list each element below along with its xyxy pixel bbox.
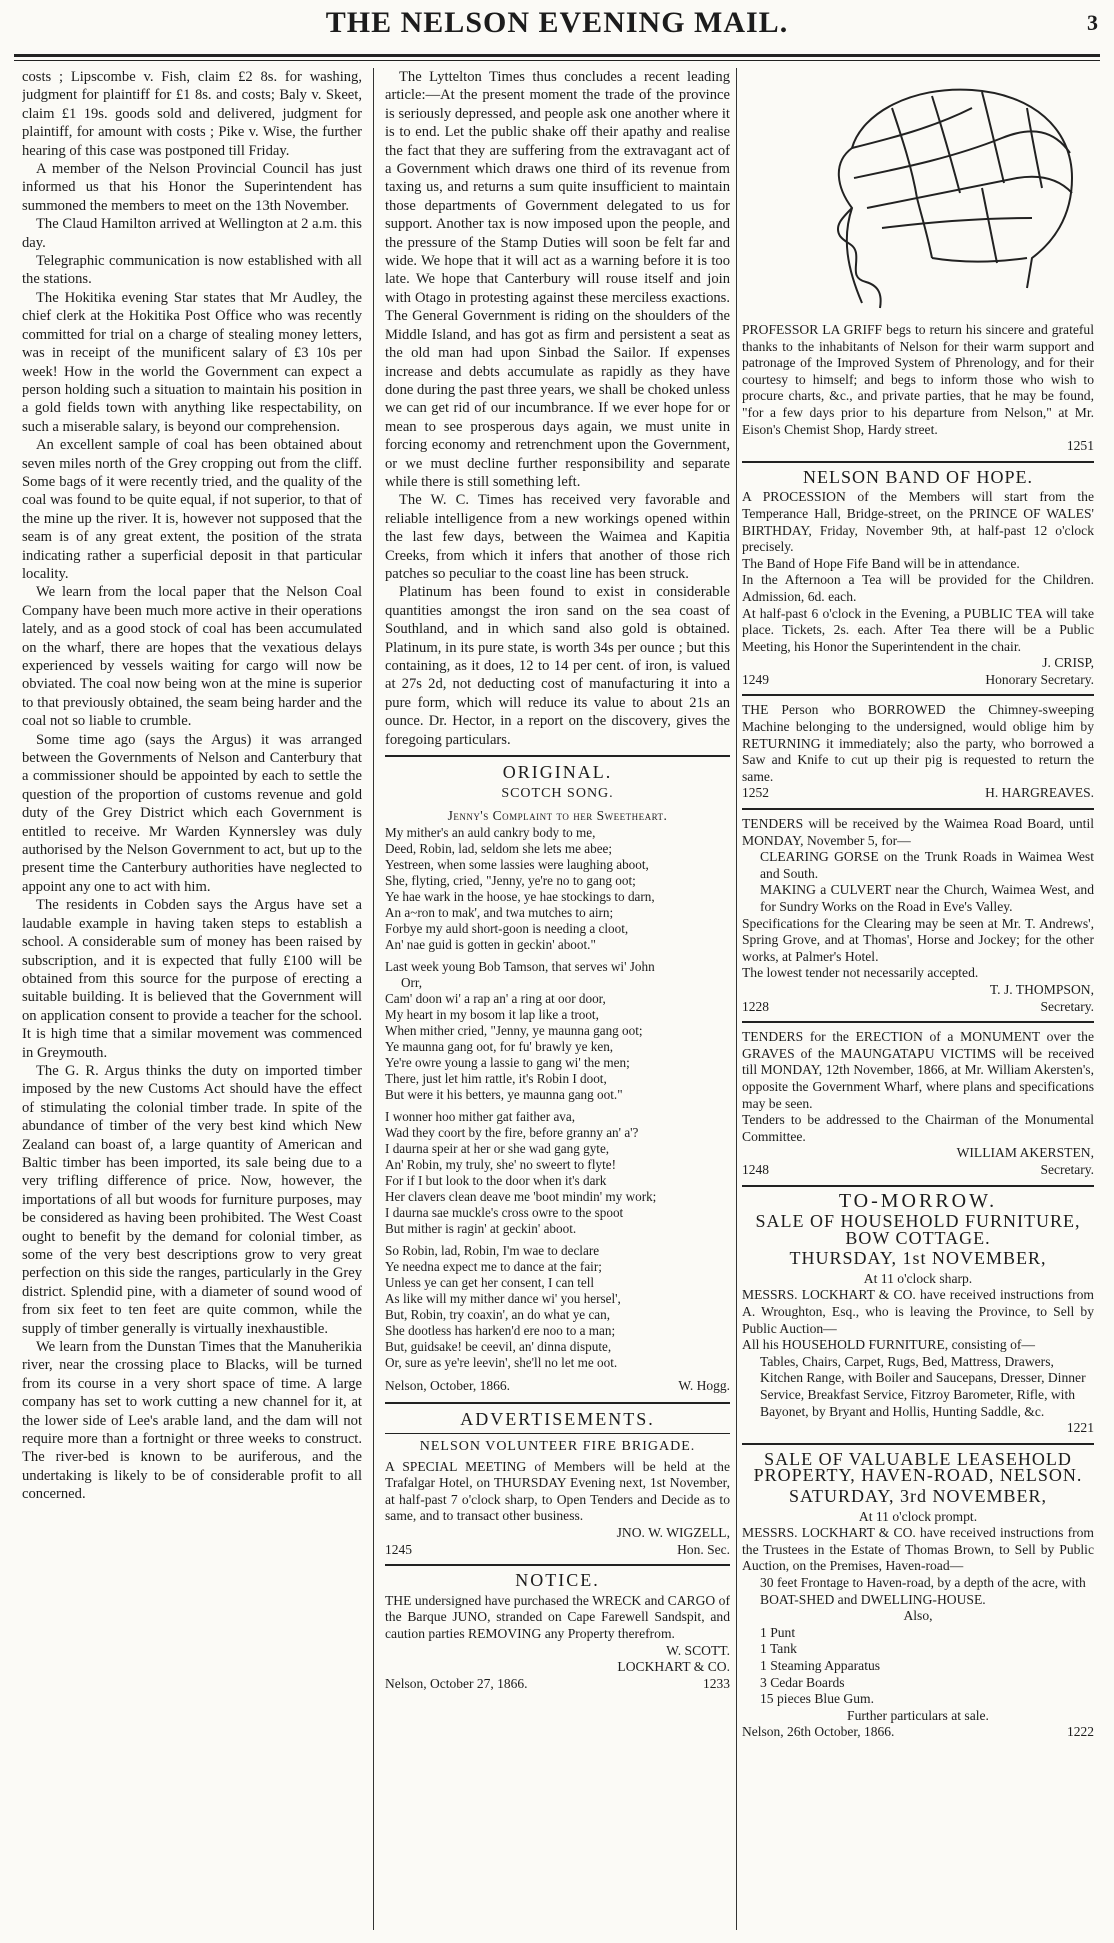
band-of-hope-p3: In the Afternoon a Tea will be provided for the Children. Admission, 6d. each.: [742, 572, 1094, 604]
road-tenders-item: CLEARING GORSE on the Trunk Roads in Waimea West and South.: [760, 849, 1094, 881]
article-paragraph: The Claud Hamilton arrived at Wellington at 2 a.m. this day.: [22, 216, 362, 251]
poem-line: Wad they coort by the fire, before granny an' a'?: [385, 1125, 639, 1141]
poem-line: She dootless has harken'd ere noo to a man;: [385, 1323, 616, 1339]
band-of-hope-p4: At half-past 6 o'clock in the Evening, a PUBLIC TEA will take place. Tickets, 2s. each. After Tea there will be a Public Meeting, his Honor the Superintendent in the chair.: [742, 605, 1094, 654]
band-of-hope-heading: NELSON BAND OF HOPE.: [802, 466, 1033, 487]
notice-signer-2: LOCKHART & CO.: [617, 1659, 730, 1675]
monument-ad: [742, 1029, 1094, 1178]
article-paragraph: costs ; Lipscombe v. Fish, claim £2 8s. for washing, judgment for plaintiff for £1 8s. and costs; Baly v. Skeet, claim £1 19s. goods sold and delivered, judgment for plaintiff, for amount with costs ; Pike v. Wise, the further hearing of this case was postponed till Friday.: [22, 69, 362, 159]
sale-item: 1 Tank: [760, 1641, 797, 1657]
poem-stanza: [385, 1243, 730, 1371]
page-number: 3: [1087, 10, 1098, 35]
poem-stanza: [385, 825, 730, 953]
poem-line: My mither's an auld cankry body to me,: [385, 825, 596, 841]
article-paragraph: Some time ago (says the Argus) it was arranged between the Governments of Nelson and Canterbury that a commissioner should be appointed by each to settle the question of the proportion of customs revenue and gold duty of the Grey District which each Government is entitled to receive. Mr Warden Kynnersley was duly authorised by the Nelson Government to act, but up to the present time the Canterbury authorities have neglected to appoint any one to act with him.: [22, 731, 362, 895]
poem-line: When mither cried, "Jenny, ye maunna gang oot;: [385, 1023, 643, 1039]
masthead-title: THE NELSON EVENING MAIL.: [325, 6, 789, 39]
article-paragraph: Telegraphic communication is now established with all the stations.: [22, 253, 362, 288]
poem-line: Orr,: [401, 975, 423, 991]
leasehold-sale-also: Also,: [903, 1608, 933, 1624]
band-of-hope-signer: J. CRISP,: [1042, 655, 1094, 671]
ad-number: 1251: [1066, 438, 1094, 454]
ad-number: 1245: [385, 1541, 412, 1557]
furniture-sale-heading: SALE OF HOUSEHOLD FURNITURE, BOW COTTAGE.: [755, 1211, 1081, 1248]
leasehold-sale-ad: [742, 1448, 1094, 1741]
poem-line: An a~ron to mak', and twa mutches to airn;: [385, 905, 614, 921]
phrenology-head-illustration: [742, 68, 1094, 318]
song-subtitle: Jenny's Complaint to her Sweetheart.: [447, 807, 668, 823]
ad-number: 1252: [742, 785, 769, 801]
poem-line: She, flyting, cried, "Jenny, ye're no to gang oot;: [385, 873, 636, 889]
poem-line: I wonner hoo mither gat faither ava,: [385, 1109, 576, 1125]
poem-line: I daurna sae muckle's cross owre to the spoot: [385, 1205, 624, 1221]
article-paragraph: An excellent sample of coal has been obtained about seven miles north of the Grey cropping out from the cliff. Some bags of it were recently tried, and the quality of the coal was found to be quite equal, if not superior, to that of the mine up the river. It is, however not supposed that the seam is of any great extent, the position of the strata indicating rather a superficial deposit in that particular locality.: [22, 437, 362, 582]
tomorrow-heading: TO-MORROW.: [838, 1189, 998, 1212]
poem-line: Unless ye can get her consent, I can tell: [385, 1275, 595, 1291]
furniture-sale-body: MESSRS. LOCKHART & CO. have received instructions from A. Wroughton, Esq., who is leaving the Province, to Sell by Public Auction—: [742, 1287, 1094, 1336]
sale-item: 1 Steaming Apparatus: [760, 1657, 881, 1673]
article-paragraph: The G. R. Argus thinks the duty on imported timber imposed by the new Customs Act should have the effect of stimulating the colonial timber trade. In spite of the abundance of timber of the very best kind which New Zealand can boast of, a large quantity of American and Baltic timber has been imported, its sale being due to a very trifling difference of price. Now, however, the importations of all but woods for furniture purposes, may be considered as having been prohibited. The West Coast ought to benefit by the demand for colonial timber, as some of the very best descriptions grow to very great perfection on this side the ranges, particularly in the Grey district. Splendid pine, with a diameter of sound wood of from six feet to ten feet are quite common, while the supply of timber generally is virtually inexhaustible.: [22, 1062, 362, 1337]
notice-signer-1: W. SCOTT.: [666, 1642, 730, 1658]
column-3: [742, 68, 1094, 1930]
ad-number: 1222: [1067, 1724, 1094, 1740]
monument-body: TENDERS for the ERECTION of a MONUMENT over the GRAVES of the MAUNGATAPU VICTIMS will be received till MONDAY, 12th November, 1866, at Mr. William Akersten's, opposite the Government Wharf, where plans and specifications may be seen.: [742, 1029, 1094, 1111]
furniture-sale-time: At 11 o'clock sharp.: [863, 1270, 973, 1286]
original-heading: ORIGINAL.: [502, 762, 613, 783]
band-of-hope-p2: The Band of Hope Fife Band will be in attendance.: [742, 555, 1020, 571]
road-tenders-item: MAKING a CULVERT near the Church, Waimea West, and for Sundry Works on the Road in Eve's Valley.: [760, 882, 1094, 914]
road-tenders-body: TENDERS will be received by the Waimea Road Board, until MONDAY, November 5, for—: [742, 816, 1094, 848]
section-rule: [385, 1433, 730, 1434]
column-divider: [736, 68, 737, 1930]
poem-line: Cam' doon wi' a rap an' a ring at oor door,: [385, 991, 606, 1007]
section-rule: [742, 1021, 1094, 1023]
road-tenders-spec: Specifications for the Clearing may be seen at Mr. T. Andrews', Spring Grove, and at Thomas', Horse and Jockey; for the other works, at Palmer's Hotel.: [742, 915, 1094, 964]
article-paragraph: The W. C. Times has received very favorable and reliable intelligence from a new workings opened within the last few days, between the Waimea and Kapitia Creeks, from which it infers that another of those rich patches so peculiar to the coast line has been struck.: [385, 492, 730, 582]
section-rule: [742, 1185, 1094, 1187]
signer-role: Secretary.: [1040, 1161, 1094, 1177]
ad-number: 1249: [742, 671, 769, 687]
column-2: [385, 68, 730, 1930]
fire-brigade-body: A SPECIAL MEETING of Members will be held at the Trafalgar Hotel, on THURSDAY Evening next, 1st November, at half-past 7 o'clock sharp, to Open Tenders and Decide as to same, and to transact other business.: [385, 1458, 730, 1524]
chimney-body: THE Person who BORROWED the Chimney-sweeping Machine belonging to the undersigned, would oblige him by RETURNING it immediately; also the party, who borrowed a Saw and Knife to cut up their pig is requested to return the same.: [742, 702, 1094, 784]
section-rule: [742, 461, 1094, 463]
furniture-sale-items: Tables, Chairs, Carpet, Rugs, Bed, Mattress, Drawers, Kitchen Range, with Boiler and Saucepans, Dresser, Dinner Service, Breakfast Service, Fitzroy Barometer, Rifle, with Bayonet, by Bryant and Hollis, Hunting Saddle, &c.: [760, 1353, 1086, 1419]
road-tenders-footer: [742, 999, 1094, 1016]
poem-line: An' nae guid is gotten in geckin' aboot.": [385, 937, 596, 953]
article-paragraph: We learn from the local paper that the Nelson Coal Company have been much more active in their operations lately, and as a good stock of coal has been accumulated on the wharf, there are hopes that the vexatious delays experienced by vessels waiting for cargo will now be obviated. The coal now being won at the mine is superior to that previously obtained, the seam being harder and the coal not so liable to crumble.: [22, 584, 362, 730]
section-rule: [385, 1402, 730, 1404]
monument-p2: Tenders to be addressed to the Chairman of the Monumental Committee.: [742, 1112, 1094, 1144]
song-signature: [385, 1377, 730, 1395]
leasehold-sale-items: [742, 1625, 1094, 1708]
ad-number: 1233: [703, 1675, 730, 1691]
sale-item: 1 Punt: [760, 1624, 796, 1640]
band-of-hope-ad: [742, 466, 1094, 689]
poem-line: For if I but look to the door when it's dark: [385, 1173, 607, 1189]
section-rule: [742, 1443, 1094, 1445]
article-paragraph: The Lyttelton Times thus concludes a recent leading article:—At the present moment the trade of the province is seriously depressed, and people ask one another where it is to end. Let the public shake off their apathy and realise the fact that they are suffering from the extravagant act of a Government which draws one third of its revenue from taxing us, and returns a sum quite insufficient to maintain those departments of Government delegated to us for support. Another tax is now imposed upon the people, and the pressure of the Stamp Duties will soon be felt far and wide. We hope that it will act as a warning before it is too late. We hope that Canterbury will rouse itself and join with Otago in protesting against these merciless exactions. The General Government is riding on the shoulders of the Middle Island, and has got as firm and persistent a seat as the old man had upon Sinbad the Sailor. If expenses increase and debts accumulate as rapidly as they have done during the past three years, we shall be choked unless we can get rid of our incumbrance. If we ever hope for or mean to see prosperous days again, we must unite in forcing economy and retrenchment upon the Government, or we must decline further responsibility and separate while there is still something left.: [385, 69, 730, 490]
notice-heading: NOTICE.: [515, 1570, 600, 1591]
song-poem: [385, 825, 730, 1371]
song-title: SCOTCH SONG.: [501, 786, 614, 802]
road-tenders-signer: T. J. THOMPSON,: [989, 981, 1094, 997]
poem-line: Last week young Bob Tamson, that serves wi' John: [385, 959, 655, 975]
poem-line: My heart in my bosom it lap like a troot,: [385, 1007, 599, 1023]
poem-line: There, just let him rattle, it's Robin I doot,: [385, 1071, 607, 1087]
article-paragraph: The residents in Cobden says the Argus have set a laudable example in having taken steps to establish a school. A considerable sum of money has been raised by subscription, and it is expected that fully £100 will be obtained from this source for the purpose of erecting a suitable building. It is believed that the Government will on application consent to provide a teacher for the school. It is high time that a similar movement was commenced in Greymouth.: [22, 897, 362, 1061]
poem-line: Ye hae wark in the hoose, ye hae stockings to darn,: [385, 889, 655, 905]
poem-line: An' Robin, my truly, she' no sweert to flyte!: [385, 1157, 616, 1173]
fire-brigade-footer: [385, 1542, 730, 1559]
furniture-sale-date: THURSDAY, 1st NOVEMBER,: [789, 1248, 1047, 1269]
poem-line: Yestreen, when some lassies were laughing aboot,: [385, 857, 649, 873]
poem-line: But were it his betters, ye maunna gang oot.": [385, 1087, 623, 1103]
chimney-ad: [742, 702, 1094, 802]
monument-signer: WILLIAM AKERSTEN,: [956, 1145, 1094, 1161]
road-tenders-ad: [742, 816, 1094, 1015]
article-paragraph: The Hokitika evening Star states that Mr Audley, the chief clerk at the Hokitika Post Office who was recently committed for trial on a charge of stealing money letters, was in receipt of the munificent salary of £3 10s per week! How in the world the Government can expect a person holding such a situation to maintain his position in a gold fields town with anything like respectability, on such a miserable salary, is beyond our comprehension.: [22, 289, 362, 435]
signer-role: Hon. Sec.: [677, 1541, 730, 1557]
column-divider: [373, 68, 374, 1930]
section-rule: [385, 755, 730, 757]
leasehold-sale-date: SATURDAY, 3rd NOVEMBER,: [788, 1486, 1048, 1506]
masthead-rule-thin: [14, 60, 1100, 61]
leasehold-sale-further: Further particulars at sale.: [847, 1707, 989, 1723]
furniture-sale-all: All his HOUSEHOLD FURNITURE, consisting of—: [742, 1337, 1036, 1353]
poem-line: But mither is ragin' at geckin' aboot.: [385, 1221, 577, 1237]
notice-ad: [385, 1572, 730, 1692]
fire-brigade-heading: NELSON VOLUNTEER FIRE BRIGADE.: [419, 1439, 696, 1455]
band-of-hope-p1: A PROCESSION of the Members will start from the Temperance Hall, Bridge-street, on the PRINCE OF WALES' BIRTHDAY, Friday, November 9th, at half-past 12 o'clock precisely.: [742, 489, 1094, 555]
road-tenders-lowest: The lowest tender not necessarily accepted.: [742, 965, 979, 981]
monument-footer: [742, 1162, 1094, 1179]
leasehold-sale-signed-date: Nelson, 26th October, 1866.: [742, 1724, 895, 1740]
section-rule: [385, 1564, 730, 1566]
leasehold-sale-frontage: 30 feet Frontage to Haven-road, by a depth of the acre, with BOAT-SHED and DWELLING-HOUSE.: [760, 1574, 1086, 1607]
column-1: [22, 68, 362, 1930]
notice-footer: [385, 1676, 730, 1693]
song-place: Nelson, October, 1866.: [385, 1378, 511, 1394]
sale-item: 3 Cedar Boards: [760, 1674, 845, 1690]
leasehold-sale-body: MESSRS. LOCKHART & CO. have received instructions from the Trustees in the Estate of Thomas Brown, to Sell by Public Auction, on the Premises, Haven-road—: [742, 1525, 1094, 1574]
band-of-hope-footer: [742, 672, 1094, 689]
chimney-footer: [742, 785, 1094, 802]
poem-line: Deed, Robin, lad, seldom she lets me abee;: [385, 841, 613, 857]
leasehold-sale-time: At 11 o'clock prompt.: [858, 1508, 978, 1524]
section-rule: [742, 694, 1094, 696]
poem-line: Forbye my auld short-goon is needing a cloot,: [385, 921, 629, 937]
advertisements-heading: ADVERTISEMENTS.: [460, 1408, 655, 1429]
notice-body: THE undersigned have purchased the WRECK and CARGO of the Barque JUNO, stranded on Cape Farewell Sandspit, and caution parties REMOVING any Property therefrom.: [385, 1592, 730, 1641]
fire-brigade-signer: JNO. W. WIGZELL,: [616, 1525, 730, 1541]
signer-role: Honorary Secretary.: [985, 671, 1094, 687]
poem-line: Ye needna expect me to dance at the fair;: [385, 1259, 602, 1275]
masthead-rule: [14, 54, 1100, 57]
poem-line: Her clavers clean deave me 'boot mindin' my work;: [385, 1189, 657, 1205]
poem-line: Or, sure as ye're leevin', she'll no let me oot.: [385, 1355, 618, 1371]
chimney-signer: H. HARGREAVES.: [985, 785, 1094, 801]
ad-number: 1248: [742, 1161, 769, 1177]
ad-number: 1221: [1066, 1420, 1094, 1436]
poem-line: But, guidsake! be ceevil, an' dinna dispute,: [385, 1339, 612, 1355]
leasehold-sale-heading: SALE OF VALUABLE LEASEHOLD PROPERTY, HAVEN-ROAD, NELSON.: [753, 1448, 1083, 1486]
song-author: W. Hogg.: [678, 1378, 730, 1394]
poem-line: I daurna speir at her or she wad gang gyte,: [385, 1141, 610, 1157]
phrenology-body: PROFESSOR LA GRIFF begs to return his sincere and grateful thanks to the inhabitants of Nelson for their warm support and patronage of the Improved System of Phrenology, and for their courtesy to himself; and begs to inform those who wish to procure charts, &c., and private parties, that he may be found, "for a few days prior to his departure from Nelson," at Mr. Eison's Chemist Shop, Hardy street.: [742, 322, 1094, 437]
section-rule: [742, 808, 1094, 810]
poem-line: So Robin, lad, Robin, I'm wae to declare: [385, 1243, 600, 1259]
poem-line: Ye're owre young a lassie to gang wi' the men;: [385, 1055, 630, 1071]
article-paragraph: A member of the Nelson Provincial Council has just informed us that his Honor the Superintendent has summoned the members to meet on the 13th November.: [22, 161, 362, 214]
leasehold-sale-footer: [742, 1724, 1094, 1741]
poem-stanza: [385, 959, 730, 1103]
ad-number: 1228: [742, 998, 769, 1014]
sale-item: 15 pieces Blue Gum.: [760, 1691, 875, 1707]
notice-date: Nelson, October 27, 1866.: [385, 1675, 528, 1691]
poem-line: Ye maunna gang oot, for fu' brawly ye ken,: [385, 1039, 614, 1055]
article-paragraph: Platinum has been found to exist in considerable quantities amongst the iron sand on the sea coast of Southland, and in which sand also gold is obtained. Platinum, in its pure state, is worth 34s per ounce ; but this containing, as it does, 12 to 14 per cent. of iron, is valued at 27s 2d, not deducting cost of manufacturing it into a pure form, which will reduce its value to about 21s an ounce. Dr. Hector, in a report on the discovery, gives the foregoing particulars.: [385, 584, 730, 748]
fire-brigade-ad: [385, 1439, 730, 1558]
poem-stanza: [385, 1109, 730, 1237]
furniture-sale-ad: [742, 1189, 1094, 1437]
poem-line: But, Robin, try coaxin', an do what ye can,: [385, 1307, 611, 1323]
poem-line: As like will my mither dance wi' you hersel',: [385, 1291, 621, 1307]
article-paragraph: We learn from the Dunstan Times that the Manuherikia river, near the crossing place to Blacks, will be turned from its course in a very short space of time. A large company has set to work cutting a new channel for it, at the lower side of Lee's arable land, and the dam will not require more than a fortnight or three weeks to construct. The river-bed is known to be auriferous, and the undertaking is likely to be of considerable profit to all concerned.: [22, 1339, 362, 1503]
phrenology-ad: [742, 322, 1094, 455]
signer-role: Secretary.: [1040, 998, 1094, 1014]
